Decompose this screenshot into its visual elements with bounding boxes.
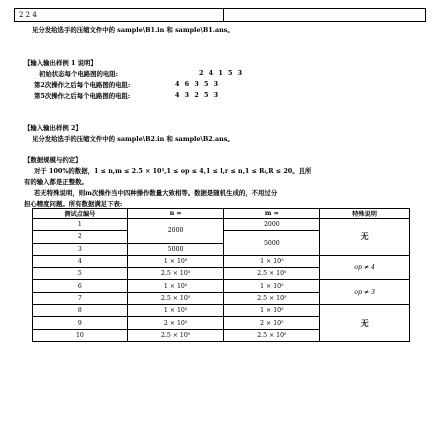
header-m: m = xyxy=(224,209,320,219)
prev-table-cell: 2 2 4 xyxy=(15,9,224,22)
sample1-explain-heading: 【输入输出样例 1 说明】 xyxy=(24,59,97,67)
constraints-line: 担心精度问题。所有数据满足下表: xyxy=(24,200,123,208)
m-cell: 1 × 10⁵ xyxy=(224,280,320,292)
m-cell: 1 × 10⁵ xyxy=(224,305,320,317)
n-cell: 2.5 × 10⁵ xyxy=(127,268,224,280)
n-cell: 2 × 10⁵ xyxy=(127,317,224,329)
test-id: 4 xyxy=(33,255,128,267)
constraints-line: 若无特殊说明，则m次操作当中四种操作数量大致相等。数据是随机生成的，不用过分 xyxy=(34,189,278,197)
test-id: 1 xyxy=(33,219,128,231)
table-row xyxy=(33,305,410,317)
n-cell: 5000 xyxy=(127,243,224,255)
sample1-row-label: 初始状态每个电路图的电阻: xyxy=(39,70,119,78)
test-id: 2 xyxy=(33,231,128,243)
n-cell: 1 × 10⁵ xyxy=(127,255,224,267)
test-id: 6 xyxy=(33,280,128,292)
constraints-heading: 【数据规模与约定】 xyxy=(24,156,82,164)
m-cell: 2.5 × 10⁵ xyxy=(224,292,320,304)
note-cell: op ≠ 4 xyxy=(320,255,410,280)
m-cell: 2.5 × 10⁵ xyxy=(224,268,320,280)
sample1-row-values: 4 6 3 5 3 xyxy=(175,80,219,88)
note-cell: 无 xyxy=(320,219,410,256)
n-cell: 1 × 10⁵ xyxy=(127,280,224,292)
note-cell: 无 xyxy=(320,305,410,342)
sample1-row-values: 4 3 2 5 3 xyxy=(175,91,219,99)
sample1-file-text: 见分发给选手的压缩文件中的 sample\B1.in 和 sample\B1.ans。 xyxy=(32,26,234,34)
prev-table xyxy=(14,8,426,22)
note-cell: op ≠ 3 xyxy=(320,280,410,305)
header-test-id: 测试点编号 xyxy=(33,209,128,219)
sample1-row-values: 2 4 1 5 3 xyxy=(199,69,243,77)
table-header-row xyxy=(33,209,410,219)
constraints-line: 有的输入都是正整数。 xyxy=(24,178,88,186)
header-n: n = xyxy=(127,209,224,219)
n-cell: 2000 xyxy=(127,219,224,244)
n-cell: 1 × 10⁵ xyxy=(127,305,224,317)
test-id: 3 xyxy=(33,243,128,255)
sample2-heading: 【输入输出样例 2】 xyxy=(24,124,82,132)
table-row xyxy=(33,280,410,292)
test-id: 10 xyxy=(33,329,128,341)
test-id: 7 xyxy=(33,292,128,304)
test-id: 9 xyxy=(33,317,128,329)
prev-table-cell-empty xyxy=(224,9,426,22)
n-cell: 2.5 × 10⁵ xyxy=(127,329,224,341)
table-row xyxy=(33,255,410,267)
test-data-table xyxy=(32,208,410,342)
m-cell: 1 × 10⁵ xyxy=(224,255,320,267)
m-cell: 2 × 10⁵ xyxy=(224,317,320,329)
constraints-line: 对于 100%的数据，1 ≤ n,m ≤ 2.5 × 10⁵,1 ≤ op ≤ 4,1 ≤ l,r ≤ n,1 ≤ Rᵢ,R ≤ 20。且所 xyxy=(34,167,312,175)
m-cell: 5000 xyxy=(224,231,320,256)
n-cell: 2.5 × 10⁵ xyxy=(127,292,224,304)
header-note: 特殊说明 xyxy=(320,209,410,219)
table-row xyxy=(33,219,410,231)
sample2-file-text: 见分发给选手的压缩文件中的 sample\B2.in 和 sample\B2.ans。 xyxy=(32,135,234,143)
sample1-row-label: 第2次操作之后每个电路图的电阻: xyxy=(34,81,131,89)
m-cell: 2.5 × 10⁵ xyxy=(224,329,320,341)
test-id: 8 xyxy=(33,305,128,317)
m-cell: 2000 xyxy=(224,219,320,231)
test-id: 5 xyxy=(33,268,128,280)
sample1-row-label: 第5次操作之后每个电路图的电阻: xyxy=(34,92,131,100)
